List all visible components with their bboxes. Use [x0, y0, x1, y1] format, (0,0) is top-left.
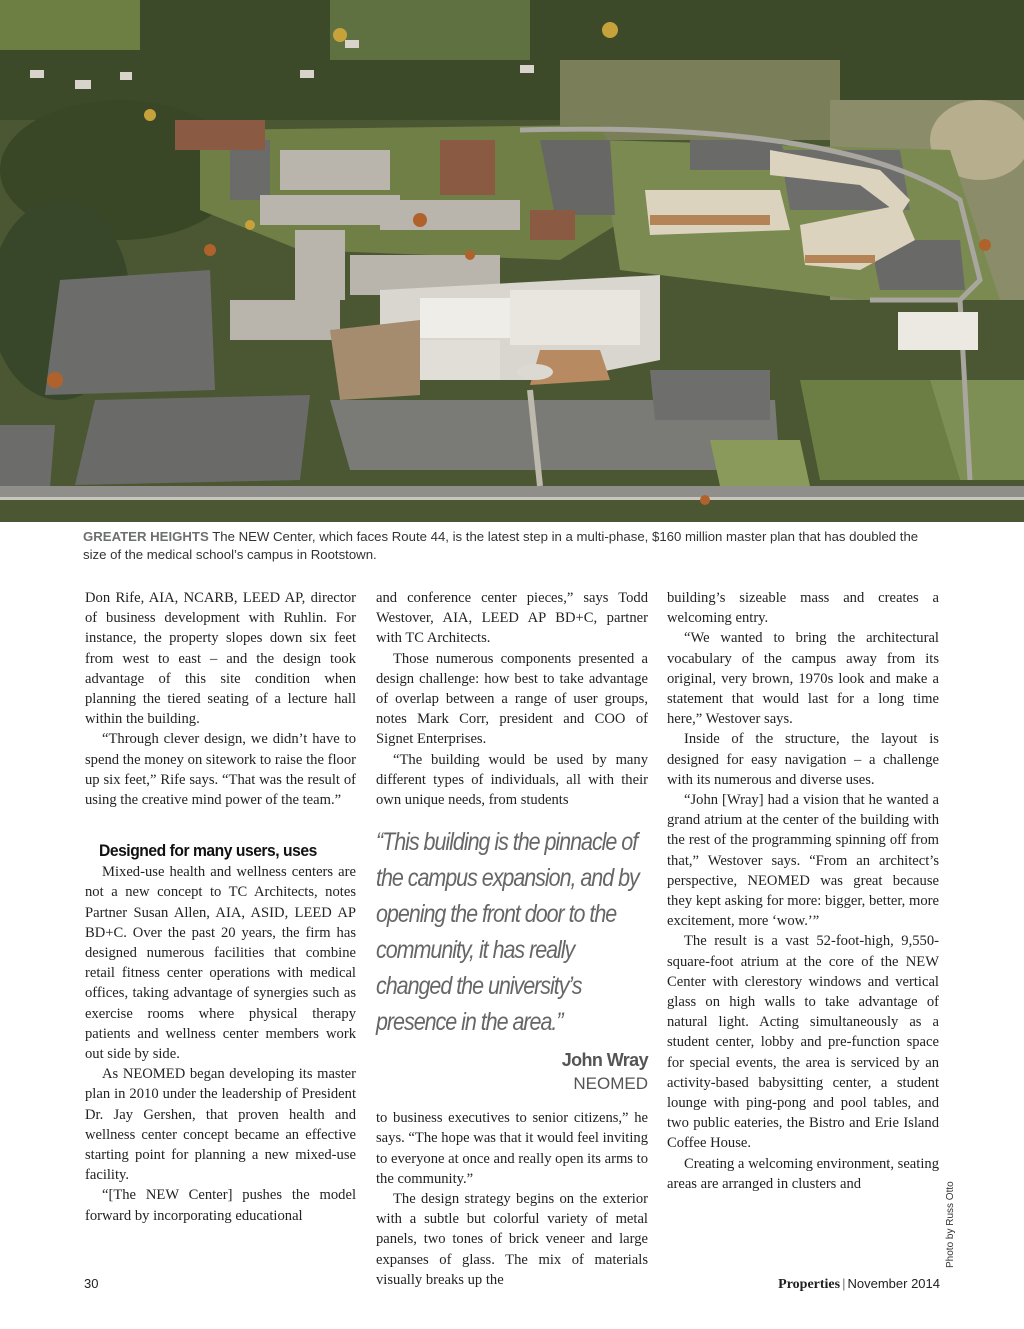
paragraph: As NEOMED began developing its master plan in 2010 under the leadership of President Dr. Jay Gershen, that proven health and wellness center concept became an effective starting point for planning a new mixed-use facility.	[85, 1066, 356, 1184]
article-column-3	[667, 588, 939, 1194]
page-number: 30	[84, 1276, 99, 1291]
paragraph: Creating a welcoming environment, seating areas are arranged in clusters and	[667, 1155, 939, 1192]
paragraph: The design strategy begins on the exterior with a subtle but colorful variety of metal panels, two tones of brick veneer and large expanses of glass. The mix of materials visually breaks up the	[376, 1191, 648, 1288]
caption-lead: GREATER HEIGHTS	[83, 529, 209, 544]
paragraph: Don Rife, AIA, NCARB, LEED AP, director of business development with Ruhlin. For instance, the property slopes down six feet from west to east – and the design took advantage of this site condition when planning the tiered seating of a lecture hall within the building.	[85, 590, 356, 728]
caption-text: The NEW Center, which faces Route 44, is the latest step in a multi-phase, $160 million master plan that has doubled the size of the medical school’s campus in Rootstown.	[83, 529, 919, 562]
aerial-campus-photo	[0, 0, 1024, 522]
paragraph: “Through clever design, we didn’t have to spend the money on sitework to raise the floor up six feet,” Rife says. “That was the result of using the creative mind power of the team.”	[85, 731, 356, 809]
paragraph: “The building would be used by many different types of individuals, all with their own unique needs, from students	[376, 751, 648, 809]
section-heading: Designed for many users, uses	[99, 841, 317, 861]
paragraph: Inside of the structure, the layout is designed for easy navigation – a challenge with its numerous and diverse uses.	[667, 731, 939, 788]
paragraph: “We wanted to bring the architectural vocabulary of the campus away from its original, very brown, 1970s look and make a statement that would last for a long time here,” Westover says.	[667, 630, 939, 728]
paragraph: The result is a vast 52-foot-high, 9,550-square-foot atrium at the core of the NEW Center with clerestory windows and vertical glass on high walls to take advantage of natural light. Acting simultaneously as a student center, lobby and pre-function space for special events, the area is serviced by an activity-based babysitting center, a student lounge with ping-pong and pool tables, and two public eateries, the Bistro and Erie Island Coffee House.	[667, 933, 939, 1152]
article-column-2	[376, 588, 648, 1290]
pull-quote-name: John Wray	[561, 1050, 648, 1071]
footer-separator: |	[842, 1276, 846, 1291]
article-column-1	[85, 588, 356, 1226]
paragraph: building’s sizeable mass and creates a welcoming entry.	[667, 590, 939, 627]
paragraph: to business executives to senior citizens,” he says. “The hope was that it would feel inviting to everyone at once and really open its arms to the community.”	[376, 1110, 648, 1187]
photo-caption	[83, 528, 945, 564]
paragraph: “[The NEW Center] pushes the model forward by incorporating educational	[85, 1187, 356, 1224]
paragraph: and conference center pieces,” says Todd Westover, AIA, LEED AP BD+C, partner with TC Architects.	[376, 590, 648, 647]
photo-credit: Photo by Russ Otto	[945, 1181, 956, 1268]
pull-quote-org: NEOMED	[573, 1074, 648, 1094]
issue-date: November 2014	[847, 1276, 940, 1291]
pull-quote: “This building is the pinnacle of the campus expansion, and by opening the front door to the community, it has really changed the university’s presence in the area.”	[376, 828, 639, 1037]
paragraph: “John [Wray] had a vision that he wanted a grand atrium at the center of the building with the rest of the programming spinning off from that,” Westover says. “From an architect’s perspective, NEOMED was great because they kept asking for more: bigger, better, more excitement, more ‘wow.’”	[667, 792, 939, 930]
paragraph: Those numerous components presented a design challenge: how best to take advantage of overlap between a range of user groups, notes Mark Corr, president and COO of Signet Enterprises.	[376, 650, 648, 748]
footer-publication	[778, 1276, 940, 1293]
paragraph: Mixed-use health and wellness centers are not a new concept to TC Architects, notes Partner Susan Allen, AIA, ASID, LEED AP BD+C. Over the past 20 years, the firm has designed numerous facilities that combine retail fitness center operations with medical offices, taking advantage of synergies such as exercise rooms where physical therapy patients and wellness center members work out side by side.	[85, 864, 356, 1063]
publication-name: Properties	[778, 1277, 841, 1292]
